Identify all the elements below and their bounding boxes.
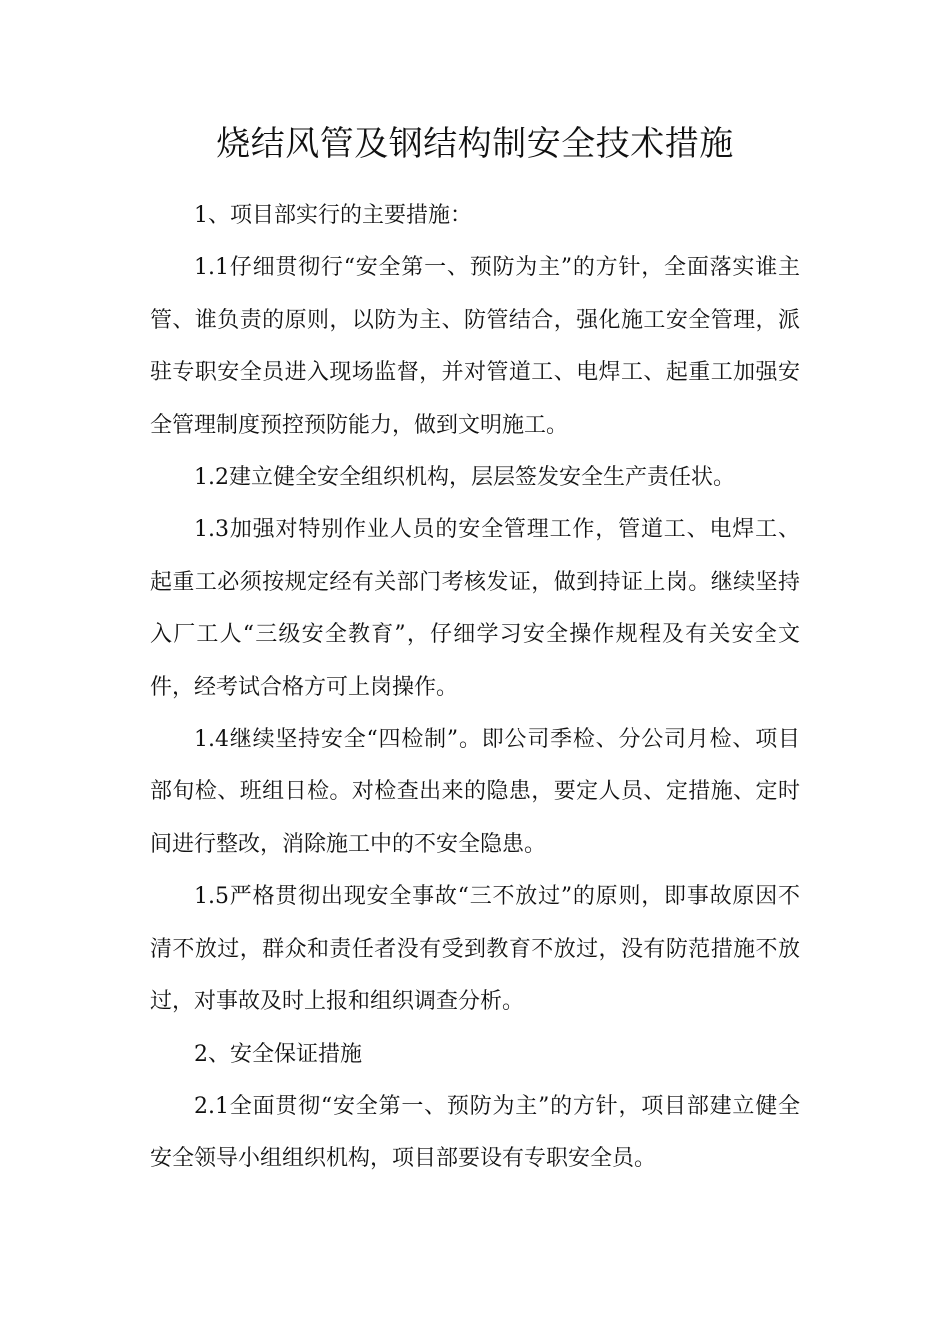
paragraph-section-2-heading: 2、安全保证措施 [194, 1041, 362, 1067]
paragraph-1-1: 1.1仔细贯彻行“安全第一、预防为主”的方针，全面落实谁主管、谁负责的原则，以防为主、防管结合，强化施工安全管理，派驻专职安全员进入现场监督，并对管道工、电焊工、起重工加强安全管理制度预控预防能力，做到文明施工。 [150, 255, 800, 438]
paragraph-1-3: 1.3加强对特别作业人员的安全管理工作，管道工、电焊工、起重工必须按规定经有关部门考核发证，做到持证上岗。继续坚持入厂工人“三级安全教育”，仔细学习安全操作规程及有关安全文件，经考试合格方可上岗操作。 [150, 517, 800, 700]
paragraph-1-4: 1.4继续坚持安全“四检制”。即公司季检、分公司月检、项目部旬检、班组日检。对检查出来的隐患，要定人员、定措施、定时间进行整改，消除施工中的不安全隐患。 [150, 727, 800, 857]
document-title: 烧结风管及钢结构制安全技术措施 [216, 124, 734, 164]
document-body [150, 190, 800, 1186]
paragraph-2-1: 2.1全面贯彻“安全第一、预防为主”的方针，项目部建立健全安全领导小组组织机构，项目部要设有专职安全员。 [150, 1093, 800, 1172]
paragraph-section-1-heading: 1、项目部实行的主要措施： [194, 203, 472, 228]
paragraph-1-2: 1.2建立健全安全组织机构，层层签发安全生产责任状。 [194, 465, 735, 491]
paragraph-1-5: 1.5严格贯彻出现安全事故“三不放过”的原则，即事故原因不清不放过，群众和责任者没有受到教育不放过，没有防范措施不放过，对事故及时上报和组织调查分析。 [150, 884, 800, 1015]
